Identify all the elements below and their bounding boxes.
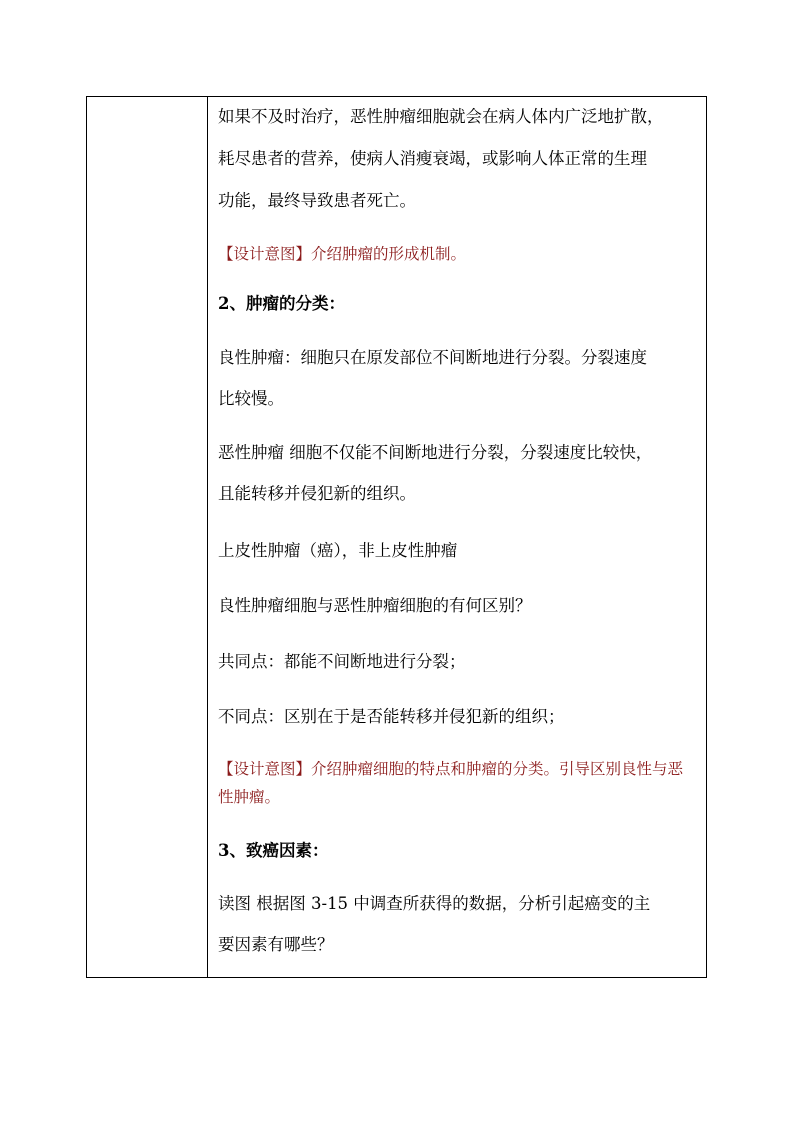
section-heading-classification: 2、肿瘤的分类： <box>218 294 345 313</box>
text-line: 耗尽患者的营养，使病人消瘦衰竭，或影响人体正常的生理 <box>218 149 647 168</box>
paragraph-epithelial: 上皮性肿瘤（癌），非上皮性肿瘤 <box>218 541 458 560</box>
section-heading-causes: 3、致癌因素： <box>218 841 329 860</box>
text-line: 性肿瘤。 <box>218 788 281 806</box>
paragraph-malignant <box>218 437 696 510</box>
text-line: 比较慢。 <box>218 389 284 408</box>
text-line: 要因素有哪些？ <box>218 935 334 954</box>
lesson-table <box>86 96 707 978</box>
paragraph-question: 良性肿瘤细胞与恶性肿瘤细胞的有何区别？ <box>218 596 532 615</box>
text-line: 【设计意图】介绍肿瘤细胞的特点和肿瘤的分类。引导区别良性与恶 <box>218 760 684 778</box>
paragraph-read-figure <box>218 888 696 961</box>
text-line: 功能，最终导致患者死亡。 <box>218 191 416 210</box>
design-intent-2 <box>218 755 696 811</box>
content-cell <box>208 97 706 977</box>
paragraph-tumor-spread <box>218 101 696 217</box>
paragraph-common: 共同点：都能不间断地进行分裂； <box>218 652 466 671</box>
text-line: 良性肿瘤：细胞只在原发部位不间断地进行分裂。分裂速度 <box>218 348 647 367</box>
paragraph-difference: 不同点：区别在于是否能转移并侵犯新的组织； <box>218 707 565 726</box>
text-line: 恶性肿瘤 细胞不仅能不间断地进行分裂，分裂速度比较快， <box>218 443 653 462</box>
paragraph-benign <box>218 342 696 415</box>
text-line: 如果不及时治疗，恶性肿瘤细胞就会在病人体内广泛地扩散， <box>218 107 664 126</box>
text-line: 且能转移并侵犯新的组织。 <box>218 484 416 503</box>
text-line: 读图 根据图 3-15 中调查所获得的数据，分析引起癌变的主 <box>218 894 651 913</box>
design-intent-1: 【设计意图】介绍肿瘤的形成机制。 <box>218 245 467 263</box>
left-column-cell <box>87 97 208 977</box>
